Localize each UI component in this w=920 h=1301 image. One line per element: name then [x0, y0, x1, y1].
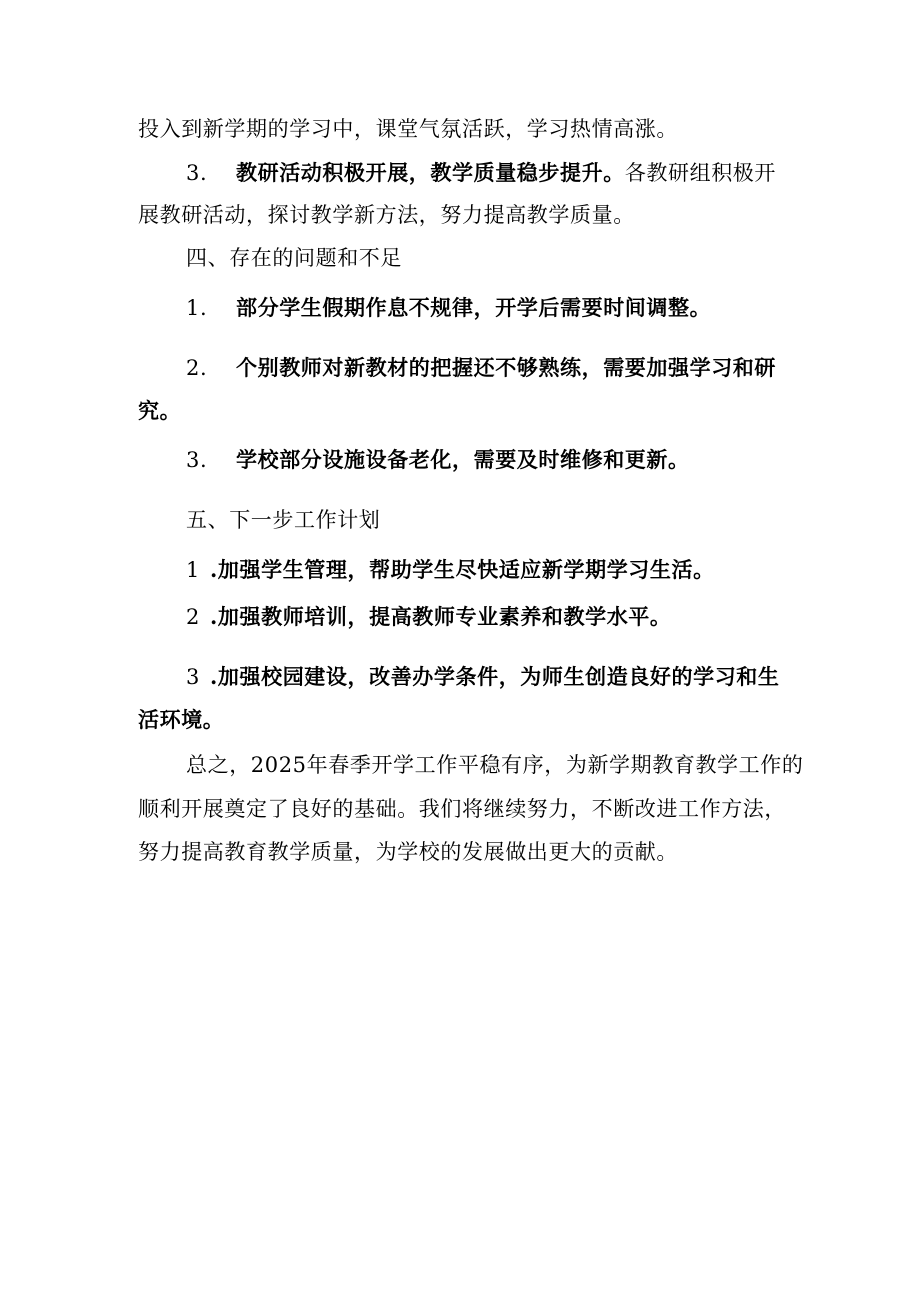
list-item-text: .加强教师培训，提高教师专业素养和教学水平。 — [210, 604, 672, 629]
list-number: 3 — [186, 665, 200, 689]
list-item-text: 学校部分设施设备老化，需要及时维修和更新。 — [236, 447, 690, 472]
list-number: 2 — [186, 605, 200, 629]
list-item-text: .加强校园建设，改善办学条件，为师生创造良好的学习和生 — [210, 664, 780, 689]
list-number: 3. — [186, 448, 208, 472]
list-number: 2. — [186, 356, 208, 380]
conclusion-line-3 — [138, 837, 678, 867]
list-item-bold-text: 教研活动积极开展，教学质量稳步提升。 — [236, 160, 625, 185]
list-item-text: 各教研组积极开 — [624, 161, 777, 185]
section-heading-4 — [186, 243, 402, 273]
plan-item-3-continuation — [138, 705, 224, 735]
problem-item-2-continuation — [138, 396, 181, 426]
list-number: 1. — [186, 296, 208, 320]
problem-item-3 — [186, 445, 690, 475]
paragraph-continuation — [138, 114, 678, 144]
paragraph-text: 投入到新学期的学习中，课堂气氛活跃，学习热情高涨。 — [138, 117, 678, 141]
list-item-3 — [186, 158, 776, 188]
conclusion-line-1 — [186, 750, 803, 780]
document-page — [138, 0, 804, 1301]
conclusion-line-2 — [138, 794, 786, 824]
list-item-3-continuation — [138, 200, 635, 230]
list-item-text: 活环境。 — [138, 707, 225, 732]
section-heading-5 — [186, 505, 380, 535]
section-heading: 四、存在的问题和不足 — [186, 246, 402, 270]
section-heading: 五、下一步工作计划 — [186, 508, 381, 532]
plan-item-2 — [186, 602, 672, 632]
problem-item-1 — [186, 293, 711, 323]
conclusion-text: 努力提高教育教学质量，为学校的发展做出更大的贡献。 — [138, 840, 678, 864]
list-item-text: 展教研活动，探讨教学新方法，努力提高教学质量。 — [138, 203, 635, 227]
list-item-text: .加强学生管理，帮助学生尽快适应新学期学习生活。 — [210, 557, 715, 582]
list-number: 1 — [186, 558, 200, 582]
conclusion-text: 顺利开展奠定了良好的基础。我们将继续努力，不断改进工作方法， — [138, 797, 786, 821]
conclusion-text: 总之，2025年春季开学工作平稳有序，为新学期教育教学工作的 — [186, 753, 804, 777]
plan-item-3 — [186, 662, 780, 692]
list-item-text: 个别教师对新教材的把握还不够熟练，需要加强学习和研 — [236, 355, 776, 380]
list-item-text: 部分学生假期作息不规律，开学后需要时间调整。 — [236, 295, 712, 320]
list-number: 3. — [186, 161, 208, 185]
list-item-text: 究。 — [138, 398, 182, 423]
plan-item-1 — [186, 555, 715, 585]
problem-item-2 — [186, 353, 776, 383]
